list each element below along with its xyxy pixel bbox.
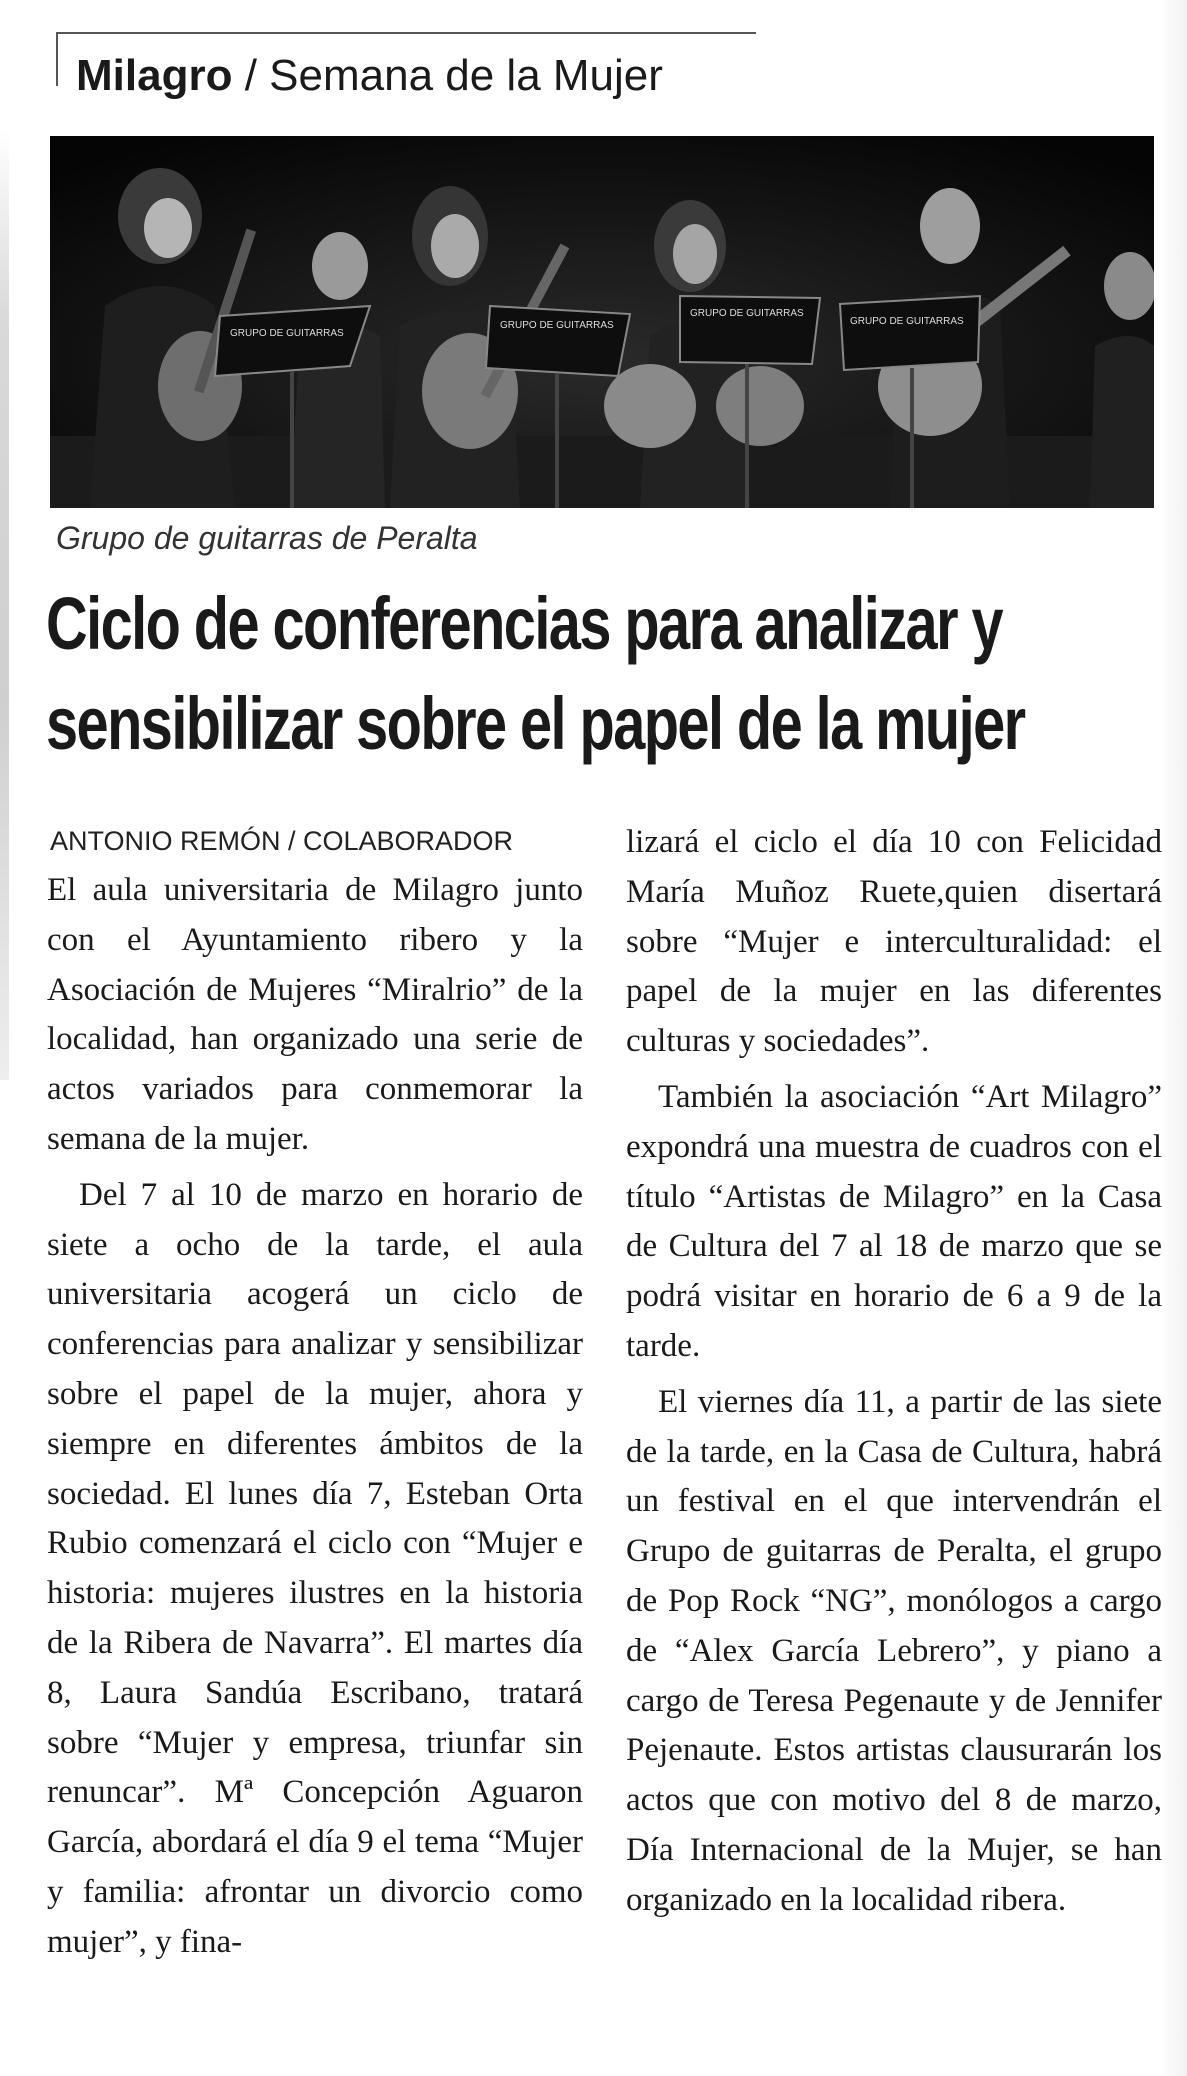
body-column-left	[47, 866, 583, 1968]
byline: ANTONIO REMÓN / COLABORADOR	[50, 826, 514, 856]
stand-label: GRUPO DE GUITARRAS	[850, 316, 964, 327]
adjacent-page-edge-right	[1160, 0, 1187, 2076]
headline-line-1: Ciclo de conferencias para analizar y	[46, 582, 1003, 665]
stand-label: GRUPO DE GUITARRAS	[230, 328, 344, 339]
photo-illustration	[50, 136, 1154, 508]
section-header	[76, 51, 663, 100]
stand-label: GRUPO DE GUITARRAS	[690, 308, 804, 319]
body-paragraph: Del 7 al 10 de marzo en horario de siete a ocho de la tarde, el aula universitaria acogerá un ciclo de conferencias para analizar y sensibilizar sobre el papel de la mujer, ahora y siempre en diferentes ámbitos de la sociedad. El lunes día 7, Esteban Orta Rubio comenzará el ciclo con “Mujer e historia: mujeres ilustres en la historia de la Ribera de Navarra”. El martes día 8, Laura Sandúa Escribano, tratará sobre “Mujer y empresa, triunfar sin renuncar”. Mª Concepción Aguaron García, abordará el día 9 el tema “Mujer y familia: afrontar un divorcio como mujer”, y fina-	[47, 1176, 583, 1960]
guitar-group-photo	[50, 136, 1154, 508]
body-paragraph: El viernes día 11, a partir de las siete de la tarde, en la Casa de Cultura, habrá un festival en el que intervendrán el Grupo de guitarras de Peralta, el grupo de Pop Rock “NG”, monólogos a cargo de “Alex García Lebrero”, y piano a cargo de Teresa Pegenaute y de Jennifer Pejenaute. Estos artistas clausurarán los actos que con motivo del 8 de marzo, Día Internacional de la Mujer, se han organizado en la localidad ribera.	[626, 1383, 1162, 1918]
section-separator: /	[244, 51, 257, 100]
stand-label: GRUPO DE GUITARRAS	[500, 320, 614, 331]
body-paragraph: También la asociación “Art Milagro” expondrá una muestra de cuadros con el título “Artistas de Milagro” en la Casa de Cultura del 7 al 18 de marzo que se podrá visitar en horario de 6 a 9 de la tarde.	[626, 1078, 1162, 1364]
section-title: Semana de la Mujer	[269, 51, 663, 100]
headline-line-2: sensibilizar sobre el papel de la mujer	[46, 682, 1025, 765]
body-column-right	[626, 818, 1162, 1926]
body-paragraph: El aula universitaria de Milagro junto con el Ayuntamiento ribero y la Asociación de Mujeres “Miralrio” de la localidad, han organizado una serie de actos variados para conmemorar la semana de la mujer.	[47, 872, 583, 1157]
photo-caption: Grupo de guitarras de Peralta	[56, 520, 478, 556]
body-paragraph: lizará el ciclo el día 10 con Felicidad María Muñoz Ruete,quien disertará sobre “Mujer e interculturalidad: el papel de la mujer en las diferentes culturas y sociedades”.	[626, 824, 1162, 1060]
adjacent-page-edge-left	[0, 130, 9, 1080]
header-rule-vertical	[56, 32, 58, 86]
headline	[46, 574, 1154, 774]
header-rule	[56, 32, 756, 34]
section-name: Milagro	[76, 51, 233, 100]
